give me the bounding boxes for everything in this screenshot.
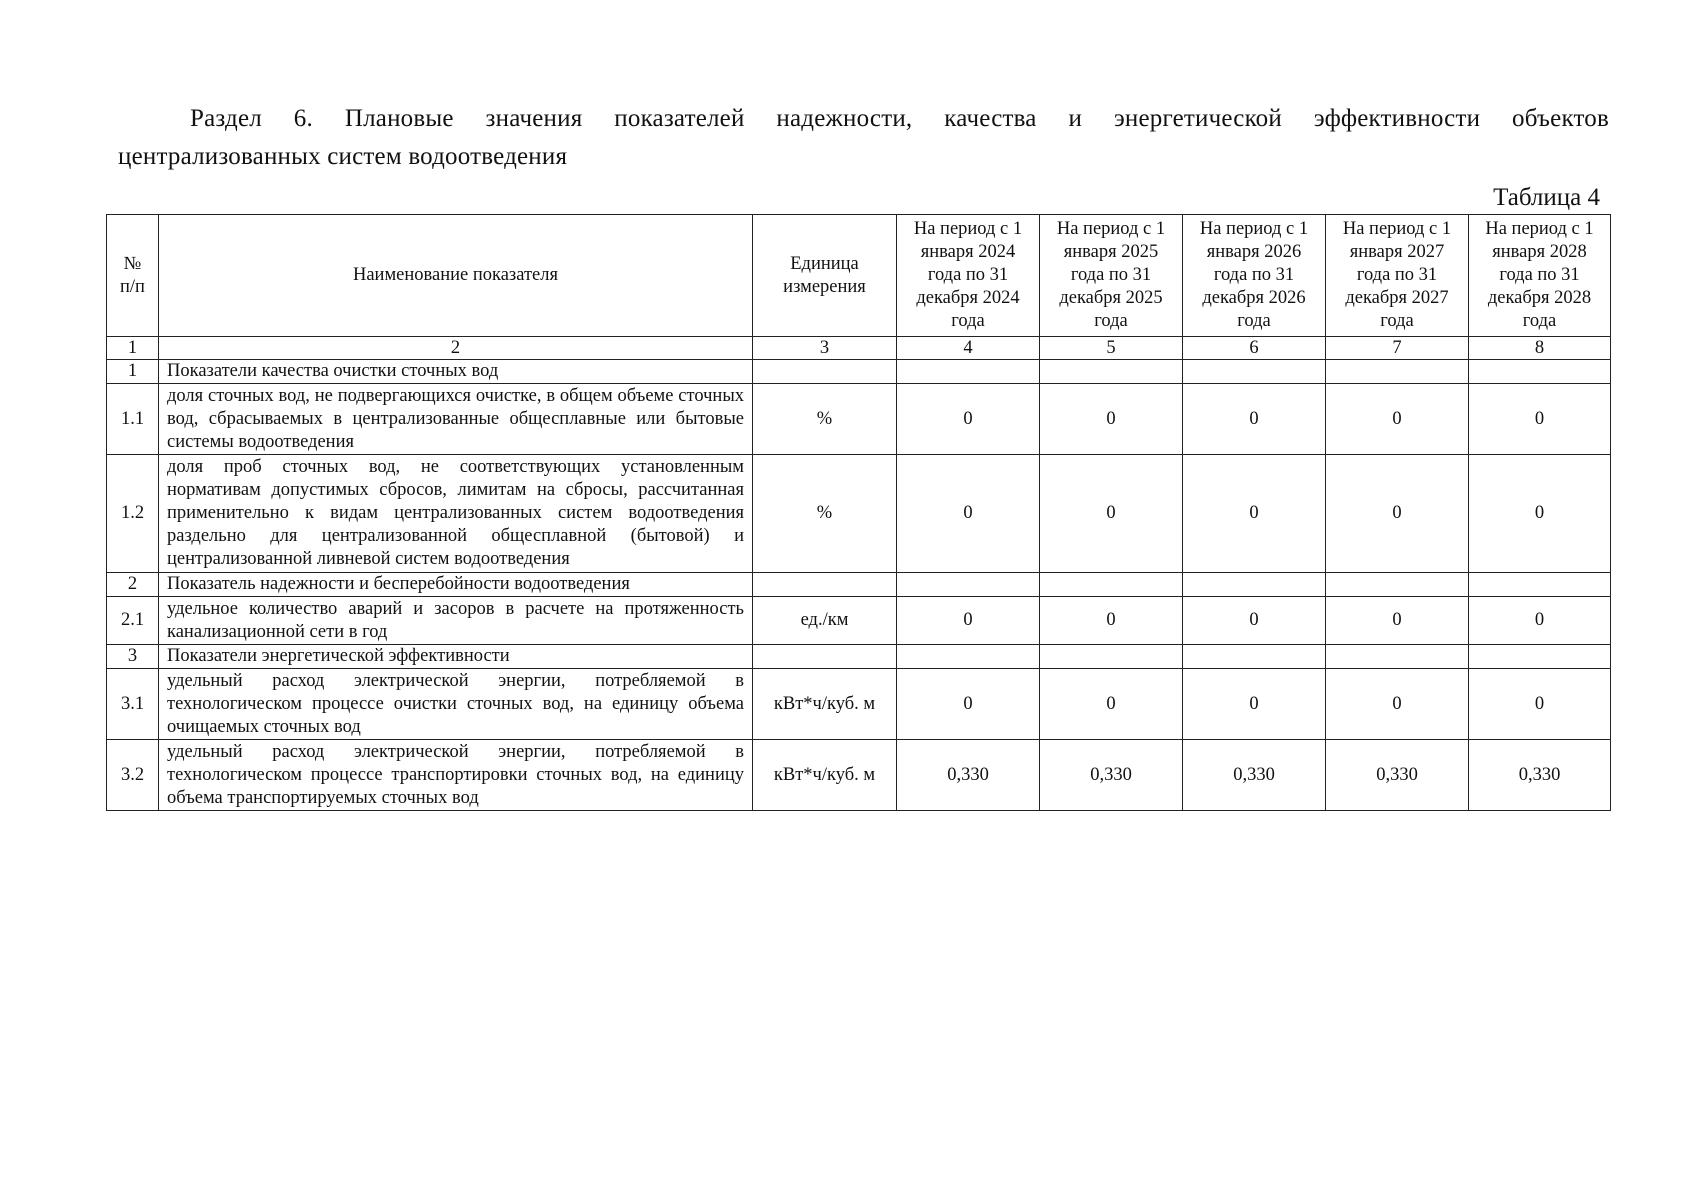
row-value: 0 xyxy=(1326,669,1469,740)
row-value xyxy=(1326,573,1469,597)
row-name: удельное количество аварий и засоров в расчете на протяженность канализационной сети в год xyxy=(159,597,753,645)
header-period-2026: На период с 1 января 2026 года по 31 декабря 2026 года xyxy=(1183,215,1326,337)
row-unit: кВт*ч/куб. м xyxy=(753,740,897,811)
row-value: 0 xyxy=(1183,455,1326,573)
row-value: 0 xyxy=(897,597,1040,645)
row-num: 2 xyxy=(107,573,159,597)
header-num: № п/п xyxy=(107,215,159,337)
row-value xyxy=(1469,573,1611,597)
row-value xyxy=(1326,645,1469,669)
table-row xyxy=(107,669,1611,740)
row-name: доля сточных вод, не подвергающихся очистке, в общем объеме сточных вод, сбрасываемых в централизованные общесплавные или бытовые системы водоотведения xyxy=(159,384,753,455)
header-period-2024: На период с 1 января 2024 года по 31 декабря 2024 года xyxy=(897,215,1040,337)
row-value: 0 xyxy=(1326,597,1469,645)
column-number: 5 xyxy=(1040,337,1183,360)
row-value xyxy=(1183,573,1326,597)
row-value: 0 xyxy=(1469,455,1611,573)
row-value xyxy=(1040,645,1183,669)
row-value xyxy=(1040,573,1183,597)
row-num: 3.1 xyxy=(107,669,159,740)
row-name: Показатель надежности и бесперебойности водоотведения xyxy=(159,573,753,597)
row-name: Показатели качества очистки сточных вод xyxy=(159,360,753,384)
row-name: удельный расход электрической энергии, потребляемой в технологическом процессе очистки сточных вод, на единицу объема очищаемых сточных вод xyxy=(159,669,753,740)
row-value xyxy=(1040,360,1183,384)
row-value xyxy=(1326,360,1469,384)
column-number: 3 xyxy=(753,337,897,360)
row-value: 0 xyxy=(1183,669,1326,740)
header-period-2025: На период с 1 января 2025 года по 31 декабря 2025 года xyxy=(1040,215,1183,337)
row-num: 3.2 xyxy=(107,740,159,811)
section-heading-line-2: централизованных систем водоотведения xyxy=(118,143,568,170)
row-value: 0,330 xyxy=(897,740,1040,811)
row-num: 1 xyxy=(107,360,159,384)
header-unit: Единица измерения xyxy=(753,215,897,337)
row-unit: % xyxy=(753,455,897,573)
row-value: 0 xyxy=(1326,384,1469,455)
row-value xyxy=(1183,360,1326,384)
column-numbers-row xyxy=(107,337,1611,360)
row-value xyxy=(1469,360,1611,384)
header-period-2027: На период с 1 января 2027 года по 31 декабря 2027 года xyxy=(1326,215,1469,337)
row-num: 2.1 xyxy=(107,597,159,645)
row-value: 0 xyxy=(1040,597,1183,645)
row-value: 0 xyxy=(1040,384,1183,455)
row-value xyxy=(897,645,1040,669)
table-row xyxy=(107,455,1611,573)
column-number: 7 xyxy=(1326,337,1469,360)
table-row xyxy=(107,740,1611,811)
row-num: 1.2 xyxy=(107,455,159,573)
row-unit xyxy=(753,645,897,669)
column-number: 2 xyxy=(159,337,753,360)
row-unit xyxy=(753,573,897,597)
row-num: 1.1 xyxy=(107,384,159,455)
row-value: 0 xyxy=(1469,597,1611,645)
row-value xyxy=(897,360,1040,384)
column-number: 1 xyxy=(107,337,159,360)
section-heading xyxy=(118,100,1609,176)
row-unit xyxy=(753,360,897,384)
table-row xyxy=(107,384,1611,455)
table-header-row xyxy=(107,215,1611,337)
row-value: 0,330 xyxy=(1040,740,1183,811)
row-value: 0 xyxy=(1469,669,1611,740)
row-value xyxy=(1183,645,1326,669)
header-period-2028: На период с 1 января 2028 года по 31 декабря 2028 года xyxy=(1469,215,1611,337)
row-value: 0 xyxy=(1326,455,1469,573)
column-number: 8 xyxy=(1469,337,1611,360)
row-name: удельный расход электрической энергии, потребляемой в технологическом процессе транспортировки сточных вод, на единицу объема транспортируемых сточных вод xyxy=(159,740,753,811)
row-value: 0 xyxy=(897,669,1040,740)
row-value xyxy=(1469,645,1611,669)
row-unit: ед./км xyxy=(753,597,897,645)
table-row-group xyxy=(107,360,1611,384)
row-value: 0 xyxy=(897,384,1040,455)
row-name: доля проб сточных вод, не соответствующих установленным нормативам допустимых сбросов, лимитам на сбросы, рассчитанная применительно к видам централизованных систем водоотведения раздельно для централизованной общесплавной (бытовой) и централизованной ливневой систем водоотведения xyxy=(159,455,753,573)
row-value: 0,330 xyxy=(1326,740,1469,811)
column-number: 4 xyxy=(897,337,1040,360)
row-value: 0 xyxy=(1040,669,1183,740)
row-value xyxy=(897,573,1040,597)
row-value: 0,330 xyxy=(1183,740,1326,811)
table-caption: Таблица 4 xyxy=(1493,184,1600,211)
indicators-table xyxy=(106,214,1611,811)
row-num: 3 xyxy=(107,645,159,669)
row-name: Показатели энергетической эффективности xyxy=(159,645,753,669)
row-value: 0 xyxy=(897,455,1040,573)
column-number: 6 xyxy=(1183,337,1326,360)
row-value: 0 xyxy=(1469,384,1611,455)
row-value: 0,330 xyxy=(1469,740,1611,811)
table-row xyxy=(107,597,1611,645)
row-unit: кВт*ч/куб. м xyxy=(753,669,897,740)
row-value: 0 xyxy=(1183,597,1326,645)
table-row-group xyxy=(107,573,1611,597)
header-name: Наименование показателя xyxy=(159,215,753,337)
row-value: 0 xyxy=(1183,384,1326,455)
table-row-group xyxy=(107,645,1611,669)
section-heading-line-1: Раздел 6. Плановые значения показателей надежности, качества и энергетической эффективности объектов xyxy=(190,105,1609,132)
row-value: 0 xyxy=(1040,455,1183,573)
row-unit: % xyxy=(753,384,897,455)
